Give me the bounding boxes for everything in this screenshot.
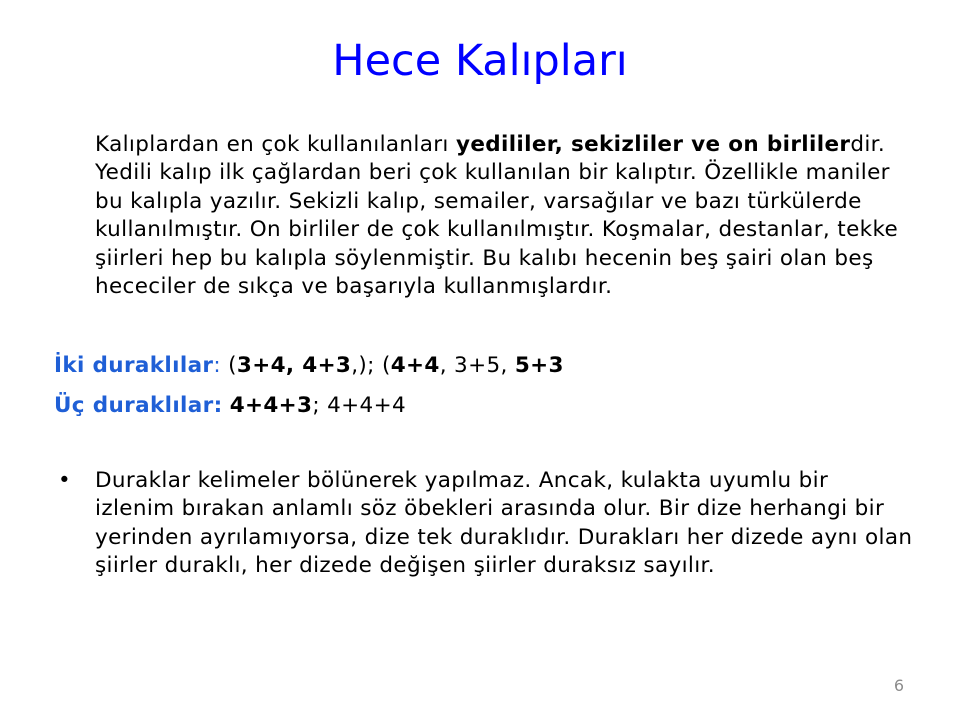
iki-part-1: ( (228, 353, 237, 378)
iki-duraklilar-label: İki duraklılar (54, 353, 214, 378)
uc-space (223, 393, 230, 418)
intro-text-rest: dir. Yedili kalıp ilk çağlardan beri çok kullanılan bir kalıptır. Özellikle maniler bu kalıpla yazılır. Sekizli kalıp, semailer, varsağılar ve bazı türkülerde kullanılmıştır. On birliler de çok kullanılmıştır. Koşmalar, destanlar, tekke şiirleri hep bu kalıpla söylenmiştir. Bu kalıbı hecenin beş şairi olan beş hececiler de sıkça ve başarıyla kullanmışlardır. (95, 132, 899, 300)
iki-colon: : (213, 353, 229, 378)
iki-part-3: , 3+5, (439, 353, 515, 378)
iki-duraklilar-line (54, 352, 564, 380)
iki-part-2: ,); ( (351, 353, 391, 378)
page-number: 6 (893, 676, 904, 695)
iki-value-2: 4+4 (390, 353, 440, 378)
iki-value-3: 5+3 (514, 353, 564, 378)
uc-duraklilar-label: Üç duraklılar: (54, 393, 223, 418)
intro-text-start: Kalıplardan en çok kullanılanları (95, 132, 456, 157)
uc-value-1: 4+4+3 (229, 393, 313, 418)
bullet-dot-icon: • (58, 468, 71, 493)
uc-rest: ; 4+4+4 (312, 393, 406, 418)
intro-bold-phrase: yedililer, sekizliler ve on birliler (455, 132, 851, 157)
slide-title: Hece Kalıpları (332, 36, 628, 86)
iki-value-1: 3+4, 4+3 (236, 353, 352, 378)
bullet-text: Duraklar kelimeler bölünerek yapılmaz. Ancak, kulakta uyumlu bir izlenim bırakan anlamlı söz öbekleri arasında olur. Bir dize herhangi bir yerinden ayrılamıyorsa, dize tek duraklıdır. Durakları her dizede aynı olan şiirler duraklı, her dizede değişen şiirler duraksız sayılır. (95, 468, 913, 579)
uc-duraklilar-line (54, 392, 406, 420)
intro-paragraph (95, 131, 905, 301)
